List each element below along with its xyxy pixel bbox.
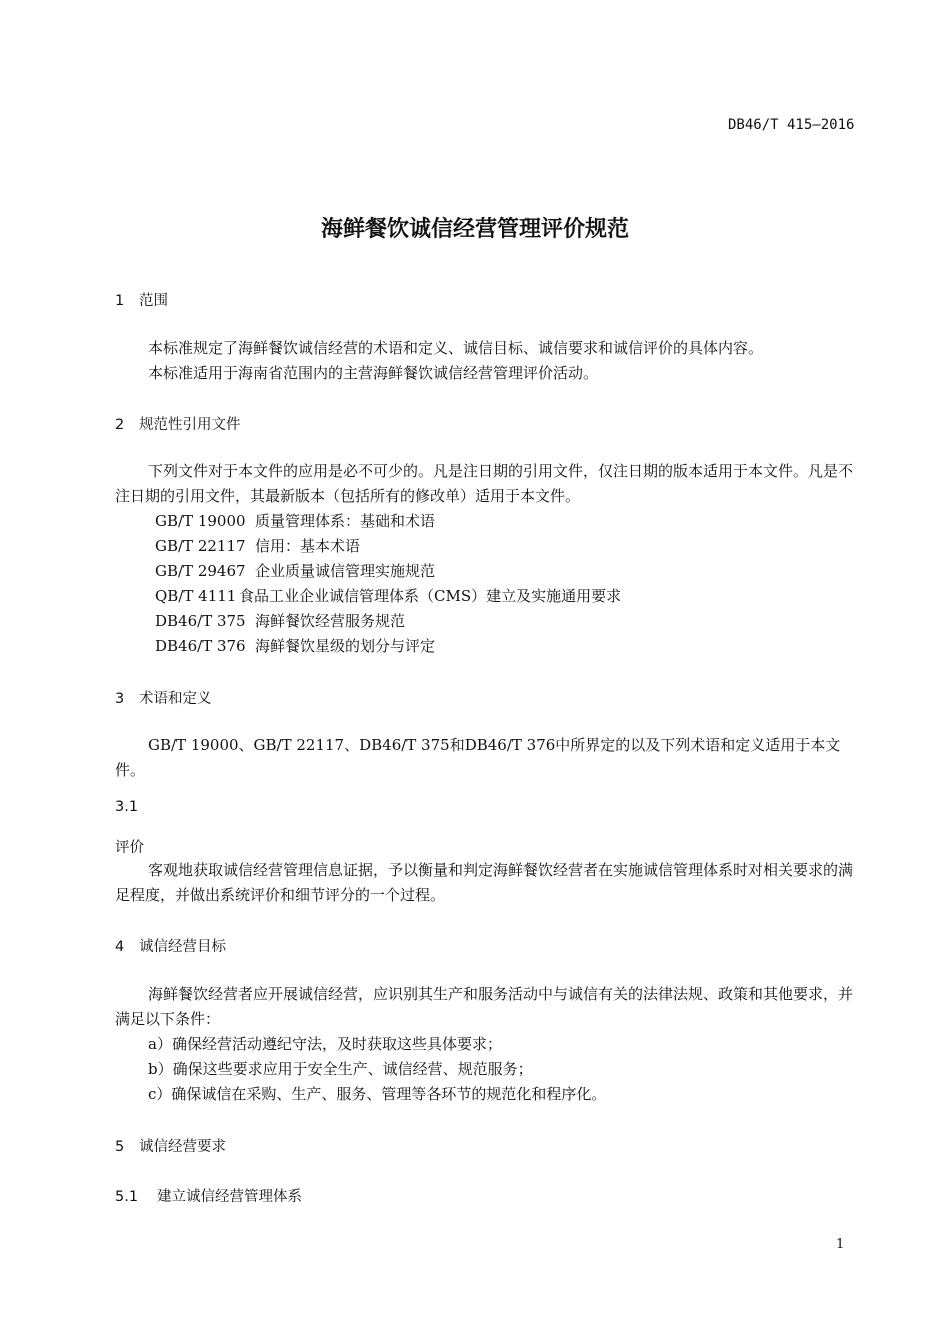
reference-title: 食品工业企业诚信管理体系（CMS）建立及实施通用要求: [239, 587, 622, 605]
section-title: 术语和定义: [139, 691, 212, 707]
section-2-intro: 下列文件对于本文件的应用是必不可少的。凡是注日期的引用文件，仅注日期的版本适用于本文件。凡是不注日期的引用文件，其最新版本（包括所有的修改单）适用于本文件。: [115, 462, 854, 505]
section-3-intro: GB/T 19000、GB/T 22117、DB46/T 375和DB46/T 376中所界定的以及下列术语和定义适用于本文件。: [115, 736, 841, 779]
reference-item: [155, 509, 435, 534]
reference-code: DB46/T 376: [155, 637, 246, 655]
section-4-intro: 海鲜餐饮经营者应开展诚信经营，应识别其生产和服务活动中与诚信有关的法律法规、政策和其他要求，并满足以下条件：: [115, 985, 854, 1028]
section-4-heading: [115, 935, 226, 956]
reference-code: GB/T 29467: [155, 562, 246, 580]
section-title: 诚信经营要求: [139, 1139, 226, 1155]
section-5-heading: [115, 1135, 226, 1156]
section-number: 4: [115, 939, 125, 955]
term-number: 3.1: [115, 799, 139, 815]
reference-item: [155, 584, 621, 609]
reference-title: 企业质量诚信管理实施规范: [255, 562, 436, 580]
reference-code: GB/T 22117: [155, 537, 246, 555]
section-title: 范围: [139, 293, 168, 309]
reference-code: DB46/T 375: [155, 612, 246, 630]
page-number: 1: [836, 1237, 845, 1252]
list-item: a）确保经营活动遵纪守法，及时获取这些具体要求；: [148, 1035, 502, 1053]
reference-code: GB/T 19000: [155, 512, 246, 530]
section-1-paragraph-1: 本标准规定了海鲜餐饮诚信经营的术语和定义、诚信目标、诚信要求和诚信评价的具体内容。: [148, 339, 764, 357]
reference-title: 质量管理体系：基础和术语: [255, 512, 436, 530]
reference-title: 海鲜餐饮经营服务规范: [255, 612, 406, 630]
subsection-number: 5.1: [115, 1189, 139, 1205]
subsection-title: 建立诚信经营管理体系: [157, 1189, 302, 1205]
section-number: 3: [115, 691, 125, 707]
section-title: 规范性引用文件: [139, 417, 241, 433]
list-item: c）确保诚信在采购、生产、服务、管理等各环节的规范化和程序化。: [148, 1085, 607, 1103]
subsection-5-1-heading: [115, 1185, 302, 1206]
document-code: DB46/T 415—2016: [728, 117, 855, 133]
term-definition: 客观地获取诚信经营管理信息证据，予以衡量和判定海鲜餐饮经营者在实施诚信管理体系时对相关要求的满足程度，并做出系统评价和细节评分的一个过程。: [115, 861, 854, 904]
section-title: 诚信经营目标: [139, 939, 226, 955]
reference-title: 海鲜餐饮星级的划分与评定: [255, 637, 436, 655]
section-1-paragraph-2: 本标准适用于海南省范围内的主营海鲜餐饮诚信经营管理评价活动。: [148, 364, 599, 382]
section-1-heading: [115, 289, 168, 310]
document-title: 海鲜餐饮诚信经营管理评价规范: [320, 217, 629, 242]
section-3-heading: [115, 687, 212, 708]
section-number: 1: [115, 293, 125, 309]
reference-item: [155, 609, 405, 634]
reference-code: QB/T 4111: [155, 587, 237, 605]
reference-item: [155, 534, 360, 559]
reference-title: 信用：基本术语: [255, 537, 361, 555]
list-item: b）确保这些要求应用于安全生产、诚信经营、规范服务；: [148, 1060, 533, 1078]
section-number: 5: [115, 1139, 125, 1155]
section-2-heading: [115, 413, 241, 434]
section-number: 2: [115, 417, 125, 433]
reference-item: [155, 634, 435, 659]
term-name: 评价: [115, 840, 144, 856]
reference-item: [155, 559, 435, 584]
